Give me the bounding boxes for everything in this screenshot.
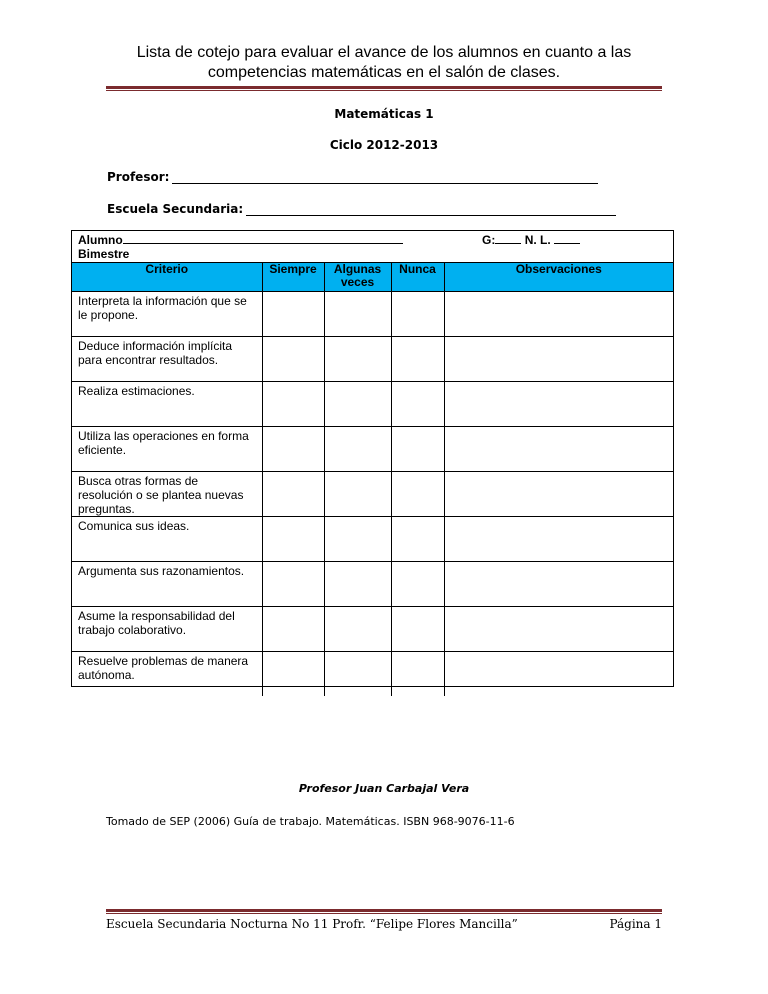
student-info-row xyxy=(72,231,673,262)
criteria-grid xyxy=(72,262,673,696)
siempre-cell[interactable] xyxy=(262,472,324,517)
teacher-label: Profesor: xyxy=(107,170,170,184)
observaciones-cell[interactable] xyxy=(444,517,673,562)
title-line-2: competencias matemáticas en el salón de clases. xyxy=(207,64,561,81)
criterion-cell: Asume la responsabilidad del trabajo colaborativo. xyxy=(72,607,262,652)
nunca-cell[interactable] xyxy=(391,652,444,697)
checklist-table xyxy=(71,230,674,687)
observaciones-cell[interactable] xyxy=(444,427,673,472)
criterion-cell: Realiza estimaciones. xyxy=(72,382,262,427)
list-number-label: N. L. xyxy=(524,233,551,247)
siempre-cell[interactable] xyxy=(262,382,324,427)
table-row xyxy=(72,292,673,337)
school-blank[interactable] xyxy=(246,203,616,216)
school-label: Escuela Secundaria: xyxy=(107,202,244,216)
header-nunca: Nunca xyxy=(391,263,444,292)
table-row xyxy=(72,427,673,472)
list-number-blank[interactable] xyxy=(554,233,580,244)
algunas-veces-cell[interactable] xyxy=(324,427,391,472)
algunas-veces-cell[interactable] xyxy=(324,517,391,562)
teacher-field[interactable] xyxy=(107,170,598,184)
observaciones-cell[interactable] xyxy=(444,337,673,382)
nunca-cell[interactable] xyxy=(391,607,444,652)
header-algunas-veces: Algunas veces xyxy=(324,263,391,292)
table-row xyxy=(72,652,673,697)
algunas-veces-cell[interactable] xyxy=(324,607,391,652)
observaciones-cell[interactable] xyxy=(444,652,673,697)
table-row xyxy=(72,472,673,517)
header-observaciones: Observaciones xyxy=(444,263,673,292)
siempre-cell[interactable] xyxy=(262,427,324,472)
siempre-cell[interactable] xyxy=(262,337,324,382)
algunas-veces-cell[interactable] xyxy=(324,652,391,697)
nunca-cell[interactable] xyxy=(391,562,444,607)
teacher-signature: Profesor Juan Carbajal Vera xyxy=(298,782,470,795)
table-row xyxy=(72,607,673,652)
table-row xyxy=(72,382,673,427)
criterion-cell: Comunica sus ideas. xyxy=(72,517,262,562)
criterion-cell: Utiliza las operaciones en forma eficiente. xyxy=(72,427,262,472)
bimester-label: Bimestre xyxy=(78,247,130,261)
document-title xyxy=(60,43,708,83)
student-blank[interactable] xyxy=(123,233,403,244)
siempre-cell[interactable] xyxy=(262,562,324,607)
header-row xyxy=(72,263,673,292)
siempre-cell[interactable] xyxy=(262,292,324,337)
nunca-cell[interactable] xyxy=(391,292,444,337)
criterion-cell: Argumenta sus razonamientos. xyxy=(72,562,262,607)
observaciones-cell[interactable] xyxy=(444,472,673,517)
teacher-blank[interactable] xyxy=(172,171,598,184)
footer-divider xyxy=(106,909,662,914)
criterion-cell: Deduce información implícita para encontrar resultados. xyxy=(72,337,262,382)
page-number: Página 1 xyxy=(609,917,662,931)
footer-school: Escuela Secundaria Nocturna No 11 Profr. “Felipe Flores Mancilla” xyxy=(106,917,518,931)
algunas-veces-cell[interactable] xyxy=(324,472,391,517)
observaciones-cell[interactable] xyxy=(444,562,673,607)
algunas-veces-cell[interactable] xyxy=(324,292,391,337)
nunca-cell[interactable] xyxy=(391,337,444,382)
algunas-veces-cell[interactable] xyxy=(324,562,391,607)
student-field[interactable] xyxy=(78,233,403,247)
group-blank[interactable] xyxy=(495,233,521,244)
nunca-cell[interactable] xyxy=(391,382,444,427)
group-label: G: xyxy=(482,233,496,247)
subject-heading: Matemáticas 1 xyxy=(334,107,434,121)
observaciones-cell[interactable] xyxy=(444,607,673,652)
table-row xyxy=(72,337,673,382)
siempre-cell[interactable] xyxy=(262,607,324,652)
siempre-cell[interactable] xyxy=(262,517,324,562)
criterion-cell: Resuelve problemas de manera autónoma. xyxy=(72,652,262,697)
header-siempre: Siempre xyxy=(262,263,324,292)
table-row xyxy=(72,517,673,562)
table-row xyxy=(72,562,673,607)
cycle-heading: Ciclo 2012-2013 xyxy=(329,138,439,152)
title-line-1: Lista de cotejo para evaluar el avance de los alumnos en cuanto a las xyxy=(136,44,632,61)
header-divider xyxy=(106,86,662,91)
algunas-veces-cell[interactable] xyxy=(324,382,391,427)
nunca-cell[interactable] xyxy=(391,472,444,517)
criterion-cell: Busca otras formas de resolución o se plantea nuevas preguntas. xyxy=(72,472,262,517)
school-field[interactable] xyxy=(107,202,616,216)
algunas-veces-cell[interactable] xyxy=(324,337,391,382)
group-field[interactable] xyxy=(482,233,580,247)
observaciones-cell[interactable] xyxy=(444,292,673,337)
nunca-cell[interactable] xyxy=(391,517,444,562)
student-label: Alumno xyxy=(78,233,123,247)
source-citation: Tomado de SEP (2006) Guía de trabajo. Matemáticas. ISBN 968-9076-11-6 xyxy=(106,815,515,828)
criterion-cell: Interpreta la información que se le propone. xyxy=(72,292,262,337)
header-criterio: Criterio xyxy=(72,263,262,292)
siempre-cell[interactable] xyxy=(262,652,324,697)
nunca-cell[interactable] xyxy=(391,427,444,472)
observaciones-cell[interactable] xyxy=(444,382,673,427)
